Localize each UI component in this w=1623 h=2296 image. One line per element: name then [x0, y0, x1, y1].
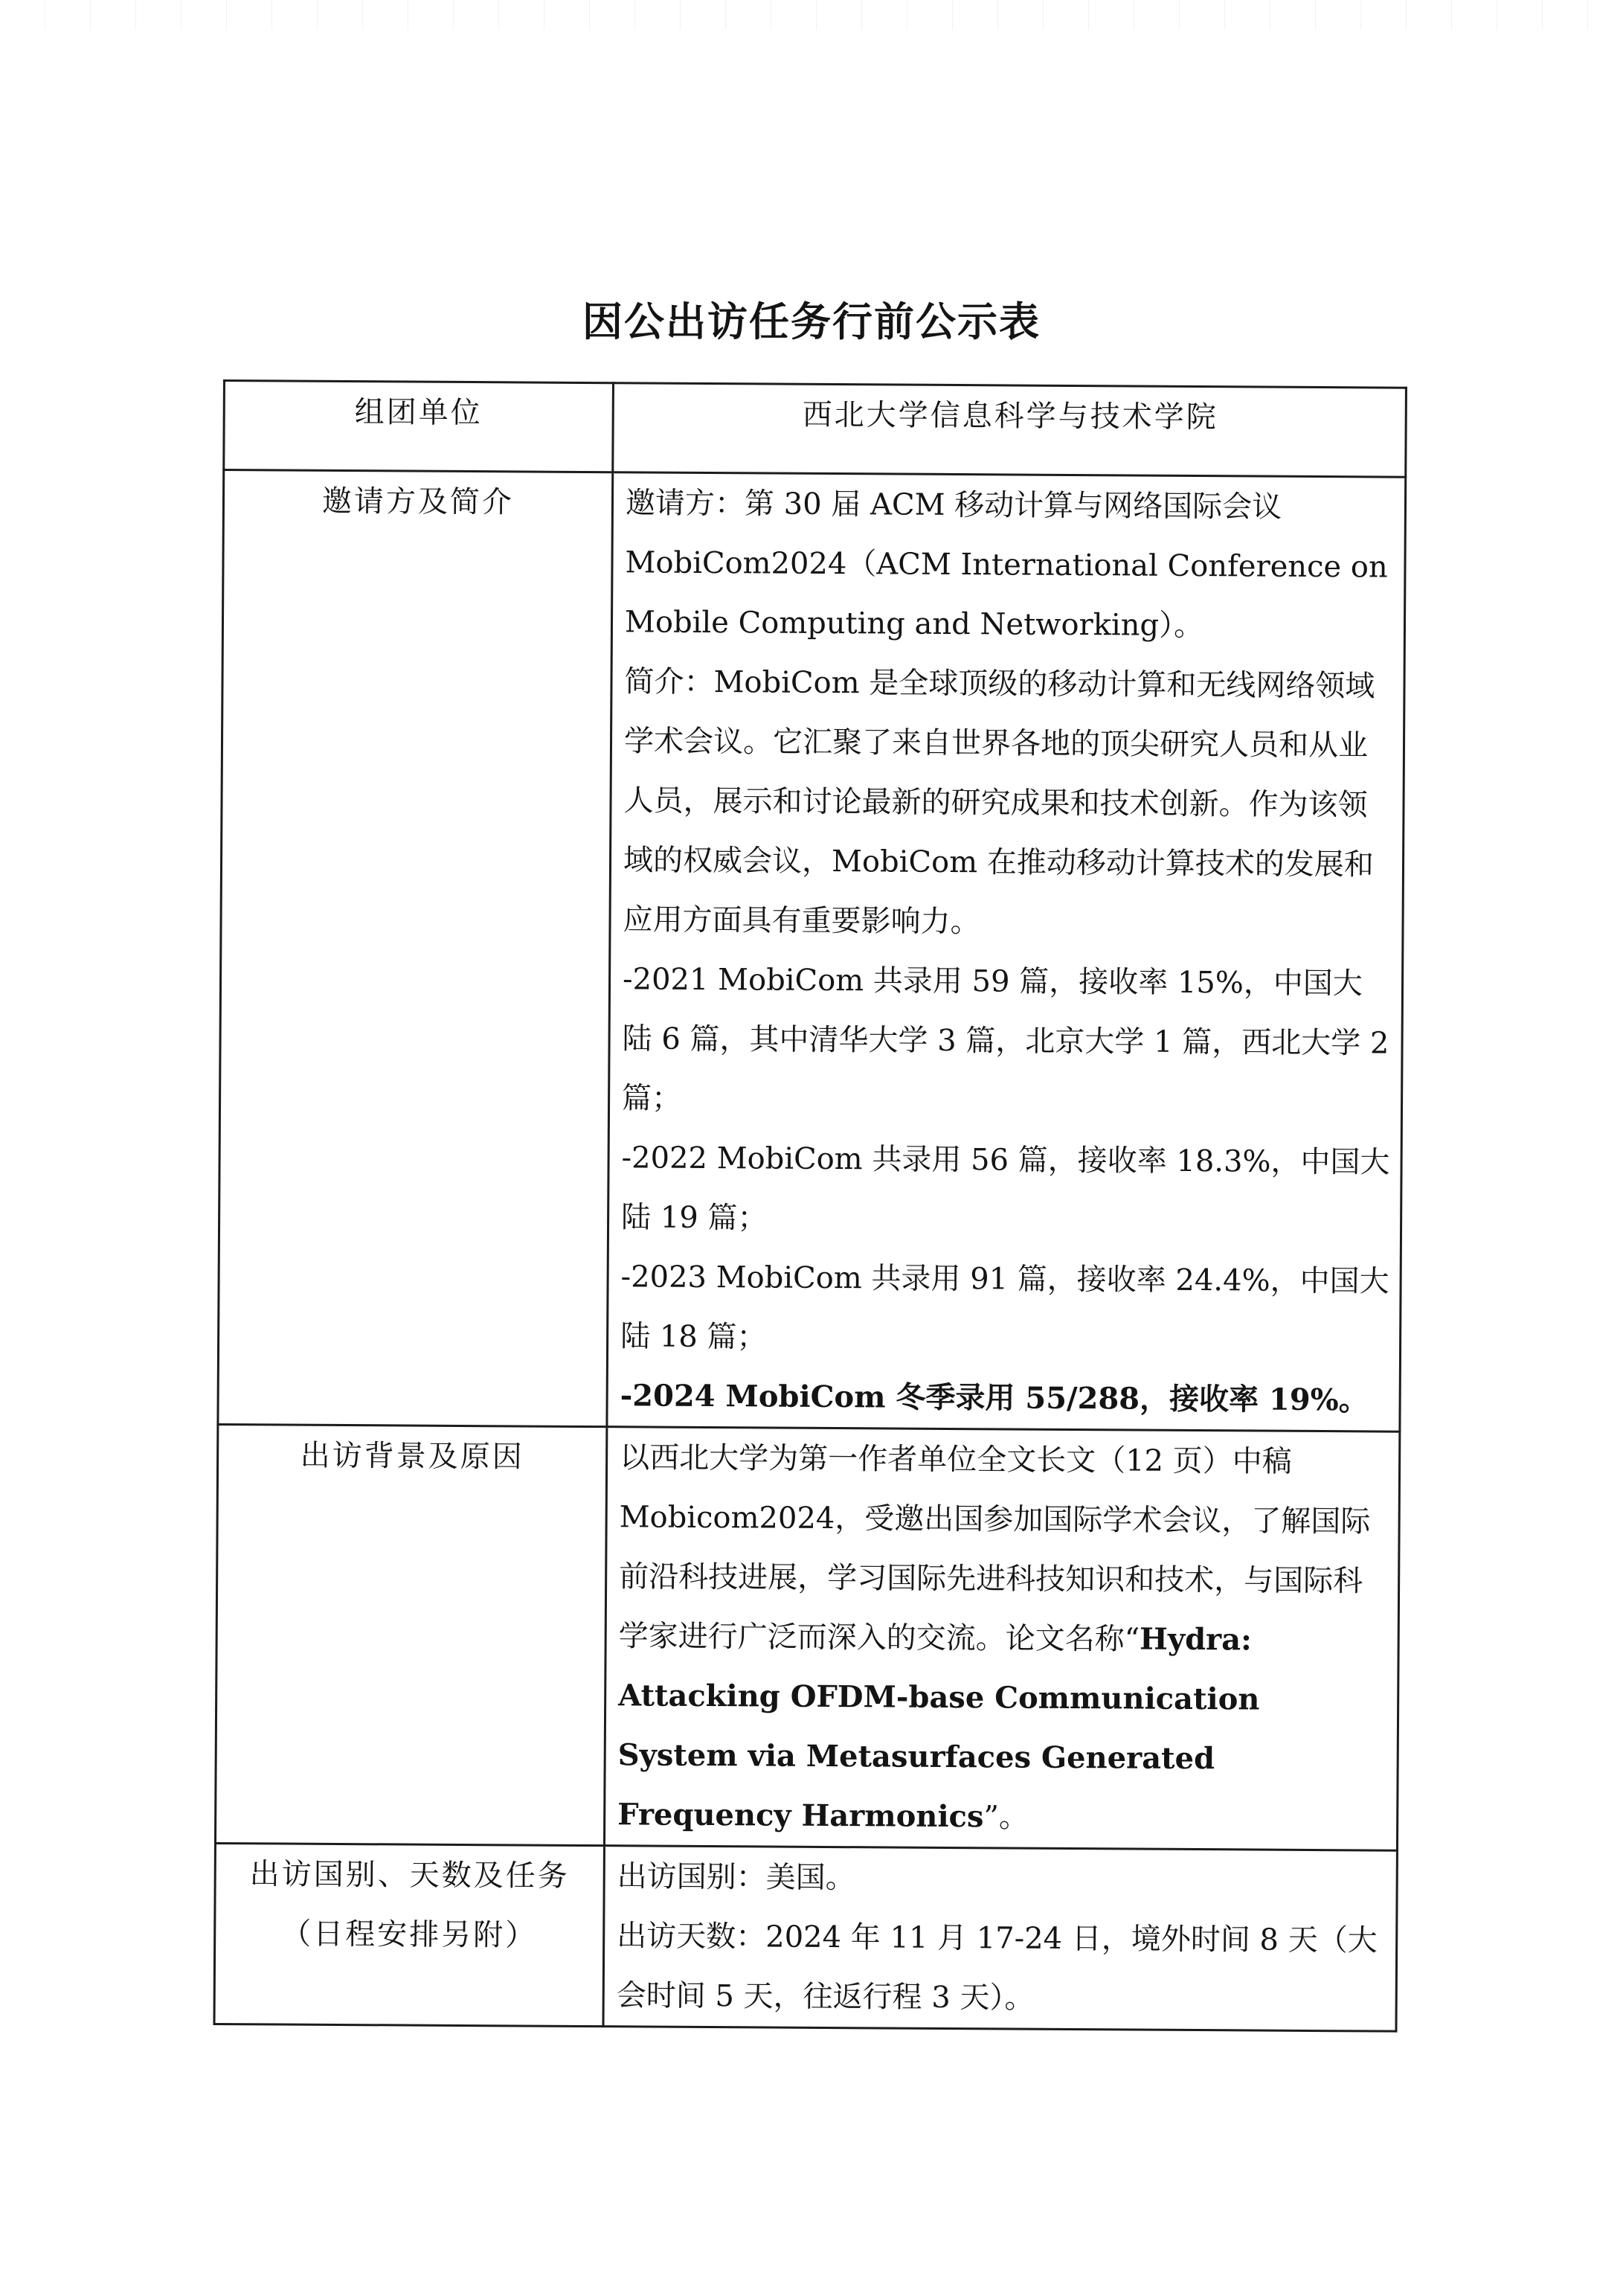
label-text: 出访背景及原因 [300, 1438, 524, 1475]
label-text: 邀请方及简介 [321, 484, 515, 520]
announcement-table [213, 379, 1407, 2033]
value-background [604, 1427, 1399, 1851]
label-inviter [218, 470, 613, 1427]
value-destination [603, 1846, 1397, 2032]
stats-2023: -2023 MobiCom 共录用 91 篇，接收率 24.4%，中国大陆 18 篇； [620, 1260, 1389, 1355]
inviter-paragraph: 邀请方：第 30 届 ACM 移动计算与网络国际会议 MobiCom2024（ACM International Conference on Mobile Computing and Networking）。 [624, 486, 1388, 644]
scan-artifact [0, 0, 1623, 30]
label-destination [214, 1843, 604, 2026]
table-row-organizer [224, 381, 1407, 478]
table-row-destination [214, 1843, 1397, 2031]
label-text: 组团单位 [354, 395, 483, 431]
stats-2022: -2022 MobiCom 共录用 56 篇，接收率 18.3%，中国大陆 19 篇； [620, 1141, 1390, 1236]
intro-paragraph: 简介：MobiCom 是全球顶级的移动计算和无线网络领域学术会议。它汇聚了来自世界各地的顶尖研究人员和从业人员，展示和讨论最新的研究成果和技术创新。作为该领域的权威会议，MobiCom 在推动移动计算技术的发展和应用方面具有重要影响力。 [623, 664, 1375, 940]
label-background [215, 1424, 606, 1845]
table-row-background [215, 1424, 1399, 1850]
label-text: 出访国别、天数及任务 [249, 1857, 570, 1893]
stats-2021: -2021 MobiCom 共录用 59 篇，接收率 15%，中国大陆 6 篇，其中清华大学 3 篇，北京大学 1 篇，西北大学 2 篇； [621, 962, 1389, 1116]
paper-title: Hydra: Attacking OFDM-base Communication System via Metasurfaces Generated Frequency Harmonics [617, 1621, 1260, 1835]
destination-country: 出访国别：美国。 [617, 1859, 855, 1896]
organizer-name: 西北大学信息科学与技术学院 [802, 397, 1218, 435]
trip-duration: 出访天数：2024 年 11 月 17-24 日，境外时间 8 天（大会时间 5 天，往返行程 3 天）。 [616, 1919, 1378, 2016]
background-text: 以西北大学为第一作者单位全文长文（12 页）中稿 Mobicom2024，受邀出国参加国际学术会议，了解国际前沿科技进展，学习国际先进科技知识和技术，与国际科学家进行广泛而深入的交流。论文名称“ [618, 1440, 1371, 1657]
label-note: （日程安排另附） [281, 1917, 538, 1953]
value-inviter [607, 472, 1406, 1431]
label-organizer [224, 381, 614, 472]
stats-2024: -2024 MobiCom 冬季录用 55/288，接收率 19%。 [620, 1378, 1369, 1418]
table-row-inviter [218, 470, 1406, 1432]
background-text-end: ”。 [983, 1800, 1029, 1835]
background-paragraph [617, 1428, 1388, 1849]
value-organizer [613, 383, 1407, 478]
page-title: 因公出访任务行前公示表 [582, 298, 1041, 345]
